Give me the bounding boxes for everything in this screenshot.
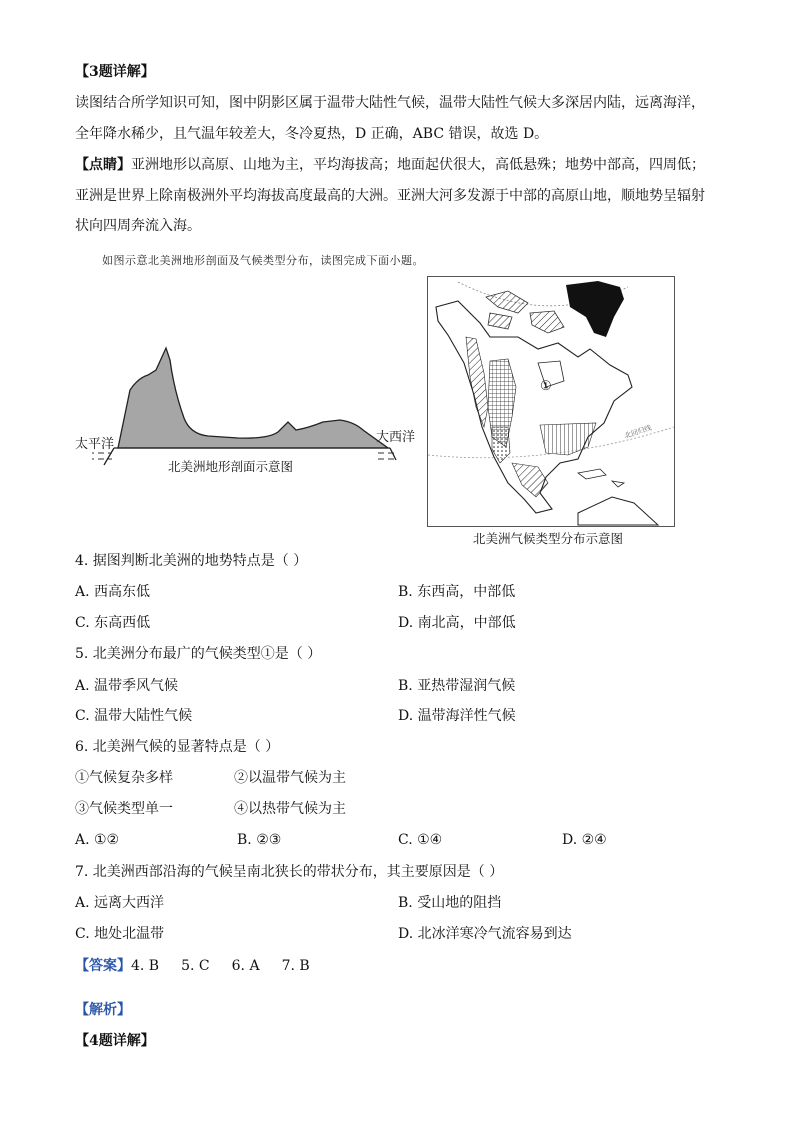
q4-option-d: D. 南北高，中部低 <box>398 615 516 631</box>
climate-map-figure <box>427 276 675 527</box>
q5-option-b: B. 亚热带湿润气候 <box>398 678 516 694</box>
tip-text1: 亚洲地形以高原、山地为主，平均海拔高；地面起伏很大，高低悬殊；地势中部高，四周低； <box>131 157 705 173</box>
atlantic-label: 大西洋 <box>376 430 416 445</box>
pacific-water-hatch <box>92 450 112 464</box>
tip-line2: 亚洲是世界上除南极洲外平均海拔高度最高的大洲。亚洲大河多发源于中部的高原山地，顺地势呈辐射 <box>75 188 705 204</box>
q6-statement-2: ②以温带气候为主 <box>234 770 346 786</box>
q6-statement-1: ①气候复杂多样 <box>75 770 173 786</box>
q5-option-a: A. 温带季风气候 <box>75 678 179 694</box>
q7-option-a: A. 远离大西洋 <box>75 895 165 911</box>
q6-statement-3: ③气候类型单一 <box>75 801 173 817</box>
atlantic-water-hatch <box>378 450 398 464</box>
climate-marker-1: ① <box>540 379 552 394</box>
q4-option-c: C. 东高西低 <box>75 615 151 631</box>
section3-paragraph-line2: 全年降水稀少，且气温年较差大，冬冷夏热，D 正确，ABC 错误，故选 D。 <box>75 126 549 142</box>
section3-paragraph-line1: 读图结合所学知识可知，图中阴影区属于温带大陆性气候，温带大陆性气候大多深居内陆，远离海洋， <box>75 95 705 111</box>
arctic-islands <box>486 291 564 333</box>
q6-stem: 6. 北美洲气候的显著特点是（ ） <box>75 739 280 755</box>
answer-6: 6. A <box>231 958 260 974</box>
southeast-climate-zone <box>540 423 596 455</box>
terrain-profile-shape <box>118 348 388 448</box>
tip-tag: 【点睛】 <box>75 157 131 173</box>
tip-line3: 状向四周奔流入海。 <box>75 218 201 234</box>
q5-option-c: C. 温带大陆性气候 <box>75 708 193 724</box>
tip-line1 <box>75 155 705 175</box>
answer-4: 4. B <box>131 958 160 974</box>
pacific-label: 太平洋 <box>75 437 115 452</box>
q7-stem: 7. 北美洲西部沿海的气候呈南北狭长的带状分布，其主要原因是（ ） <box>75 864 504 880</box>
map-caption: 北美洲气候类型分布示意图 <box>473 531 624 546</box>
q5-option-d: D. 温带海洋性气候 <box>398 708 516 724</box>
q6-statement-4: ④以热带气候为主 <box>234 801 346 817</box>
answer-line <box>75 956 310 976</box>
q4-option-a: A. 西高东低 <box>75 584 151 600</box>
figure-intro: 如图示意北美洲地形剖面及气候类型分布，读图完成下面小题。 <box>102 254 424 267</box>
q6-option-d: D. ②④ <box>562 832 607 848</box>
q5-stem: 5. 北美洲分布最广的气候类型①是（ ） <box>75 646 322 662</box>
q7-option-c: C. 地处北温带 <box>75 926 165 942</box>
q6-option-b: B. ②③ <box>237 832 282 848</box>
south-america-corner <box>578 497 658 525</box>
answer-7: 7. B <box>281 958 310 974</box>
q4-stem: 4. 据图判断北美洲的地势特点是（ ） <box>75 553 308 569</box>
greenland-shape <box>566 281 624 337</box>
answer-tag: 【答案】 <box>75 958 131 974</box>
q4-option-b: B. 东西高，中部低 <box>398 584 516 600</box>
q6-option-a: A. ①② <box>75 832 120 848</box>
q7-option-b: B. 受山地的阻挡 <box>398 895 502 911</box>
profile-caption: 北美洲地形剖面示意图 <box>168 459 294 474</box>
q6-option-c: C. ①④ <box>398 832 443 848</box>
section3-heading: 【3题详解】 <box>75 64 155 80</box>
section4-heading: 【4题详解】 <box>75 1033 155 1049</box>
analysis-heading: 【解析】 <box>75 1002 131 1018</box>
caribbean-islands <box>578 469 624 487</box>
q7-option-d: D. 北冰洋寒冷气流容易到达 <box>398 926 572 942</box>
climate-map-svg <box>428 277 674 526</box>
tropic-of-cancer-label: 北回归线 <box>623 423 653 441</box>
answer-5: 5. C <box>181 958 210 974</box>
